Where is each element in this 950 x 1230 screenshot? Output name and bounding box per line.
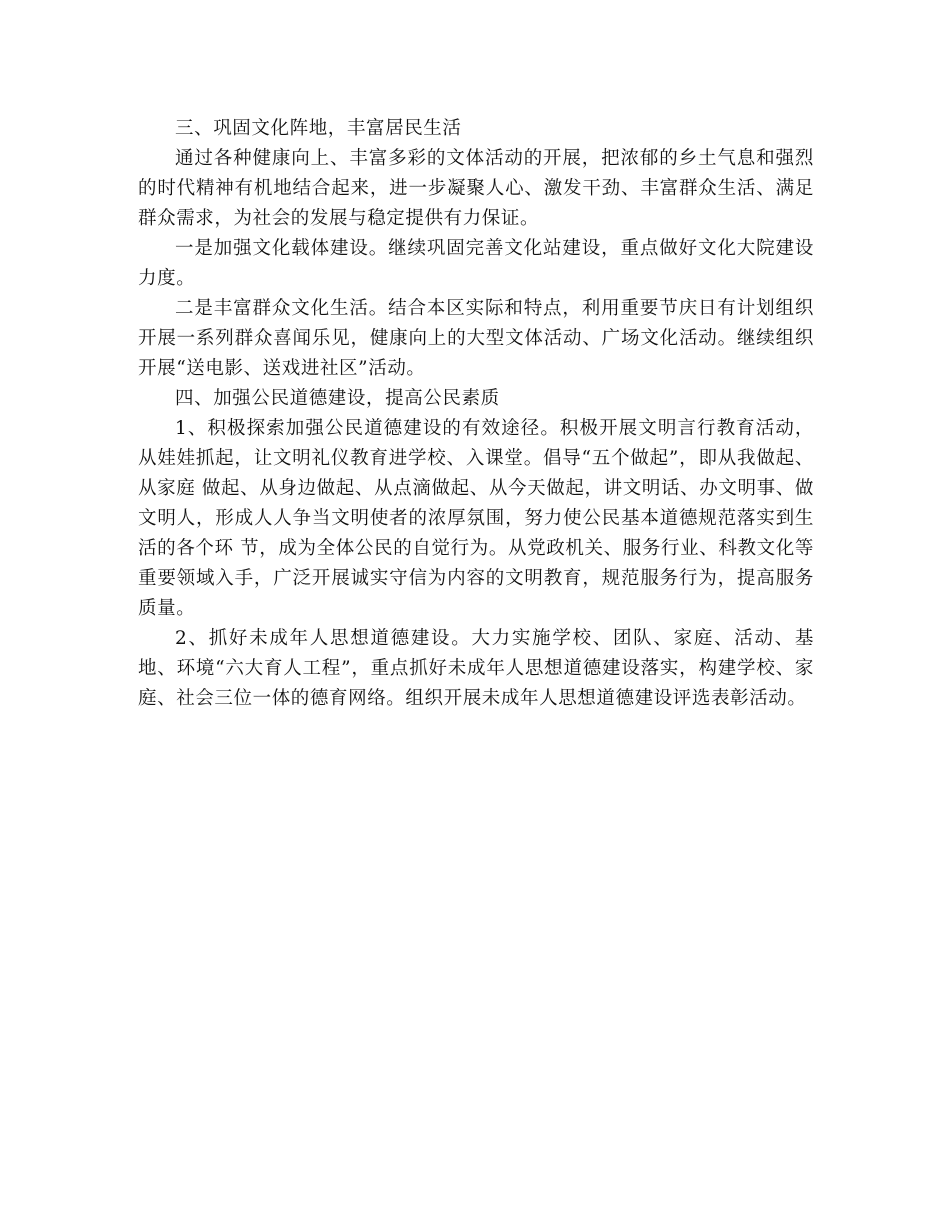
document-body: [138, 114, 814, 714]
paragraph-point-1: 1、积极探索加强公民道德建设的有效途径。积极开展文明言行教育活动，从娃娃抓起，让文明礼仪教育进学校、入课堂。倡导“五个做起”，即从我做起、从家庭 做起、从身边做起、从点滴做起、从今天做起，讲文明话、办文明事、做文明人，形成人人争当文明使者的浓厚氛围，努力使公民基本道德规范落实到生活的各个环 节，成为全体公民的自觉行为。从党政机关、服务行业、科教文化等重要领域入手，广泛开展诚实守信为内容的文明教育，规范服务行为，提高服务质量。: [138, 418, 814, 619]
paragraph-point-2: 2、抓好未成年人思想道德建设。大力实施学校、团队、家庭、活动、基地、环境“六大育人工程”，重点抓好未成年人思想道德建设落实，构建学校、家庭、社会三位一体的德育网络。组织开展未成年人思想道德建设评选表彰活动。: [138, 628, 814, 709]
paragraph-item-1: 一是加强文化载体建设。继续巩固完善文化站建设，重点做好文化大院建设力度。: [138, 238, 814, 289]
paragraph-intro: 通过各种健康向上、丰富多彩的文体活动的开展，把浓郁的乡土气息和强烈的时代精神有机地结合起来，进一步凝聚人心、激发干劲、丰富群众生活、满足群众需求，为社会的发展与稳定提供有力保证。: [138, 148, 814, 229]
paragraph-item-2: 二是丰富群众文化生活。结合本区实际和特点，利用重要节庆日有计划组织开展一系列群众喜闻乐见，健康向上的大型文体活动、广场文化活动。继续组织开展“送电影、送戏进社区”活动。: [138, 298, 814, 379]
section-heading-3: 三、巩固文化阵地，丰富居民生活: [175, 118, 462, 139]
section-heading-4: 四、加强公民道德建设，提高公民素质: [175, 388, 500, 409]
